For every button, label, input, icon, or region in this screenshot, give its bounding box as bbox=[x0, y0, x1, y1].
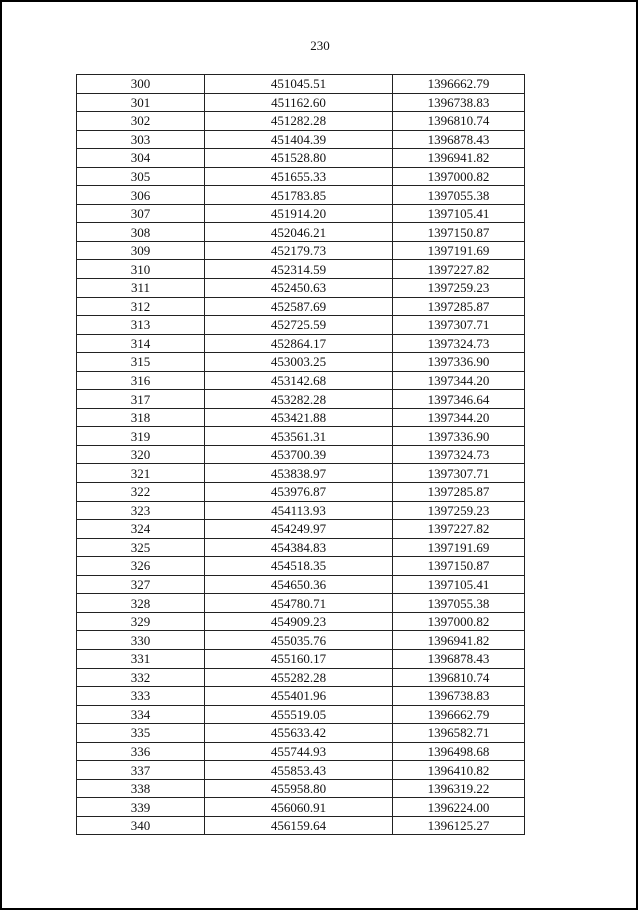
y-coordinate-cell: 1396878.43 bbox=[393, 649, 525, 668]
point-number-cell: 310 bbox=[77, 260, 205, 279]
point-number-cell: 324 bbox=[77, 520, 205, 539]
point-number-cell: 321 bbox=[77, 464, 205, 483]
x-coordinate-cell: 454650.36 bbox=[205, 575, 393, 594]
point-number-cell: 312 bbox=[77, 297, 205, 316]
table-row bbox=[77, 631, 525, 650]
y-coordinate-cell: 1397000.82 bbox=[393, 167, 525, 186]
point-number-cell: 305 bbox=[77, 167, 205, 186]
y-coordinate-cell: 1397285.87 bbox=[393, 297, 525, 316]
y-coordinate-cell: 1396498.68 bbox=[393, 742, 525, 761]
x-coordinate-cell: 456060.91 bbox=[205, 798, 393, 817]
point-number-cell: 338 bbox=[77, 779, 205, 798]
point-number-cell: 326 bbox=[77, 557, 205, 576]
table-row bbox=[77, 742, 525, 761]
table-row bbox=[77, 223, 525, 242]
point-number-cell: 300 bbox=[77, 75, 205, 94]
x-coordinate-cell: 454518.35 bbox=[205, 557, 393, 576]
x-coordinate-cell: 454780.71 bbox=[205, 594, 393, 613]
x-coordinate-cell: 455744.93 bbox=[205, 742, 393, 761]
table-row bbox=[77, 798, 525, 817]
y-coordinate-cell: 1396582.71 bbox=[393, 724, 525, 743]
point-number-cell: 334 bbox=[77, 705, 205, 724]
table-row bbox=[77, 130, 525, 149]
point-number-cell: 331 bbox=[77, 649, 205, 668]
table-row bbox=[77, 520, 525, 539]
x-coordinate-cell: 451655.33 bbox=[205, 167, 393, 186]
y-coordinate-cell: 1397150.87 bbox=[393, 557, 525, 576]
point-number-cell: 322 bbox=[77, 483, 205, 502]
x-coordinate-cell: 455160.17 bbox=[205, 649, 393, 668]
y-coordinate-cell: 1397336.90 bbox=[393, 427, 525, 446]
point-number-cell: 303 bbox=[77, 130, 205, 149]
coordinate-table bbox=[76, 74, 525, 835]
table-row bbox=[77, 186, 525, 205]
x-coordinate-cell: 453700.39 bbox=[205, 445, 393, 464]
point-number-cell: 315 bbox=[77, 353, 205, 372]
point-number-cell: 318 bbox=[77, 408, 205, 427]
y-coordinate-cell: 1397285.87 bbox=[393, 483, 525, 502]
table-row bbox=[77, 316, 525, 335]
x-coordinate-cell: 453142.68 bbox=[205, 371, 393, 390]
table-row bbox=[77, 241, 525, 260]
point-number-cell: 314 bbox=[77, 334, 205, 353]
y-coordinate-cell: 1397150.87 bbox=[393, 223, 525, 242]
point-number-cell: 328 bbox=[77, 594, 205, 613]
point-number-cell: 317 bbox=[77, 390, 205, 409]
table-row bbox=[77, 204, 525, 223]
x-coordinate-cell: 455035.76 bbox=[205, 631, 393, 650]
x-coordinate-cell: 452314.59 bbox=[205, 260, 393, 279]
point-number-cell: 329 bbox=[77, 612, 205, 631]
y-coordinate-cell: 1397227.82 bbox=[393, 260, 525, 279]
y-coordinate-cell: 1396810.74 bbox=[393, 112, 525, 131]
point-number-cell: 302 bbox=[77, 112, 205, 131]
table-row bbox=[77, 483, 525, 502]
point-number-cell: 320 bbox=[77, 445, 205, 464]
y-coordinate-cell: 1396941.82 bbox=[393, 631, 525, 650]
y-coordinate-cell: 1397307.71 bbox=[393, 316, 525, 335]
x-coordinate-cell: 454249.97 bbox=[205, 520, 393, 539]
x-coordinate-cell: 451404.39 bbox=[205, 130, 393, 149]
table-row bbox=[77, 705, 525, 724]
table-row bbox=[77, 779, 525, 798]
y-coordinate-cell: 1397344.20 bbox=[393, 408, 525, 427]
table-row bbox=[77, 371, 525, 390]
x-coordinate-cell: 453282.28 bbox=[205, 390, 393, 409]
table-row bbox=[77, 687, 525, 706]
x-coordinate-cell: 453976.87 bbox=[205, 483, 393, 502]
x-coordinate-cell: 451783.85 bbox=[205, 186, 393, 205]
y-coordinate-cell: 1397324.73 bbox=[393, 334, 525, 353]
table-row bbox=[77, 297, 525, 316]
point-number-cell: 335 bbox=[77, 724, 205, 743]
point-number-cell: 323 bbox=[77, 501, 205, 520]
x-coordinate-cell: 455282.28 bbox=[205, 668, 393, 687]
y-coordinate-cell: 1396125.27 bbox=[393, 816, 525, 835]
x-coordinate-cell: 455519.05 bbox=[205, 705, 393, 724]
table-row bbox=[77, 575, 525, 594]
y-coordinate-cell: 1396224.00 bbox=[393, 798, 525, 817]
x-coordinate-cell: 453838.97 bbox=[205, 464, 393, 483]
x-coordinate-cell: 451162.60 bbox=[205, 93, 393, 112]
table-row bbox=[77, 260, 525, 279]
table-row bbox=[77, 353, 525, 372]
y-coordinate-cell: 1396810.74 bbox=[393, 668, 525, 687]
point-number-cell: 308 bbox=[77, 223, 205, 242]
point-number-cell: 332 bbox=[77, 668, 205, 687]
point-number-cell: 330 bbox=[77, 631, 205, 650]
y-coordinate-cell: 1397344.20 bbox=[393, 371, 525, 390]
x-coordinate-cell: 454384.83 bbox=[205, 538, 393, 557]
table-row bbox=[77, 501, 525, 520]
y-coordinate-cell: 1397000.82 bbox=[393, 612, 525, 631]
y-coordinate-cell: 1397105.41 bbox=[393, 575, 525, 594]
x-coordinate-cell: 452864.17 bbox=[205, 334, 393, 353]
x-coordinate-cell: 455401.96 bbox=[205, 687, 393, 706]
point-number-cell: 336 bbox=[77, 742, 205, 761]
table-row bbox=[77, 761, 525, 780]
x-coordinate-cell: 453003.25 bbox=[205, 353, 393, 372]
table-row bbox=[77, 93, 525, 112]
y-coordinate-cell: 1397105.41 bbox=[393, 204, 525, 223]
x-coordinate-cell: 452587.69 bbox=[205, 297, 393, 316]
page-number: 230 bbox=[310, 38, 330, 53]
y-coordinate-cell: 1396319.22 bbox=[393, 779, 525, 798]
y-coordinate-cell: 1397259.23 bbox=[393, 501, 525, 520]
x-coordinate-cell: 456159.64 bbox=[205, 816, 393, 835]
y-coordinate-cell: 1397055.38 bbox=[393, 186, 525, 205]
y-coordinate-cell: 1396738.83 bbox=[393, 93, 525, 112]
point-number-cell: 339 bbox=[77, 798, 205, 817]
point-number-cell: 325 bbox=[77, 538, 205, 557]
point-number-cell: 337 bbox=[77, 761, 205, 780]
x-coordinate-cell: 454909.23 bbox=[205, 612, 393, 631]
table-row bbox=[77, 649, 525, 668]
table-row bbox=[77, 334, 525, 353]
table-row bbox=[77, 427, 525, 446]
y-coordinate-cell: 1397055.38 bbox=[393, 594, 525, 613]
point-number-cell: 313 bbox=[77, 316, 205, 335]
x-coordinate-cell: 452725.59 bbox=[205, 316, 393, 335]
table-row bbox=[77, 112, 525, 131]
x-coordinate-cell: 453561.31 bbox=[205, 427, 393, 446]
table-row bbox=[77, 668, 525, 687]
table-row bbox=[77, 594, 525, 613]
y-coordinate-cell: 1396878.43 bbox=[393, 130, 525, 149]
y-coordinate-cell: 1397191.69 bbox=[393, 241, 525, 260]
x-coordinate-cell: 452450.63 bbox=[205, 279, 393, 298]
point-number-cell: 306 bbox=[77, 186, 205, 205]
table-row bbox=[77, 724, 525, 743]
table-row bbox=[77, 408, 525, 427]
y-coordinate-cell: 1397227.82 bbox=[393, 520, 525, 539]
y-coordinate-cell: 1397191.69 bbox=[393, 538, 525, 557]
x-coordinate-cell: 452179.73 bbox=[205, 241, 393, 260]
table-row bbox=[77, 149, 525, 168]
x-coordinate-cell: 451282.28 bbox=[205, 112, 393, 131]
y-coordinate-cell: 1396662.79 bbox=[393, 705, 525, 724]
table-row bbox=[77, 167, 525, 186]
point-number-cell: 333 bbox=[77, 687, 205, 706]
point-number-cell: 304 bbox=[77, 149, 205, 168]
y-coordinate-cell: 1396738.83 bbox=[393, 687, 525, 706]
coordinate-table-body bbox=[77, 75, 525, 835]
x-coordinate-cell: 453421.88 bbox=[205, 408, 393, 427]
point-number-cell: 309 bbox=[77, 241, 205, 260]
table-row bbox=[77, 445, 525, 464]
y-coordinate-cell: 1396410.82 bbox=[393, 761, 525, 780]
x-coordinate-cell: 452046.21 bbox=[205, 223, 393, 242]
table-row bbox=[77, 75, 525, 94]
x-coordinate-cell: 451914.20 bbox=[205, 204, 393, 223]
y-coordinate-cell: 1397259.23 bbox=[393, 279, 525, 298]
table-row bbox=[77, 612, 525, 631]
point-number-cell: 316 bbox=[77, 371, 205, 390]
x-coordinate-cell: 454113.93 bbox=[205, 501, 393, 520]
y-coordinate-cell: 1396662.79 bbox=[393, 75, 525, 94]
x-coordinate-cell: 455958.80 bbox=[205, 779, 393, 798]
point-number-cell: 319 bbox=[77, 427, 205, 446]
x-coordinate-cell: 451528.80 bbox=[205, 149, 393, 168]
table-row bbox=[77, 557, 525, 576]
x-coordinate-cell: 451045.51 bbox=[205, 75, 393, 94]
table-row bbox=[77, 538, 525, 557]
table-row bbox=[77, 816, 525, 835]
y-coordinate-cell: 1397346.64 bbox=[393, 390, 525, 409]
point-number-cell: 301 bbox=[77, 93, 205, 112]
point-number-cell: 307 bbox=[77, 204, 205, 223]
point-number-cell: 340 bbox=[77, 816, 205, 835]
point-number-cell: 327 bbox=[77, 575, 205, 594]
y-coordinate-cell: 1397307.71 bbox=[393, 464, 525, 483]
x-coordinate-cell: 455633.42 bbox=[205, 724, 393, 743]
x-coordinate-cell: 455853.43 bbox=[205, 761, 393, 780]
point-number-cell: 311 bbox=[77, 279, 205, 298]
y-coordinate-cell: 1397336.90 bbox=[393, 353, 525, 372]
y-coordinate-cell: 1397324.73 bbox=[393, 445, 525, 464]
table-row bbox=[77, 390, 525, 409]
table-row bbox=[77, 464, 525, 483]
table-row bbox=[77, 279, 525, 298]
y-coordinate-cell: 1396941.82 bbox=[393, 149, 525, 168]
